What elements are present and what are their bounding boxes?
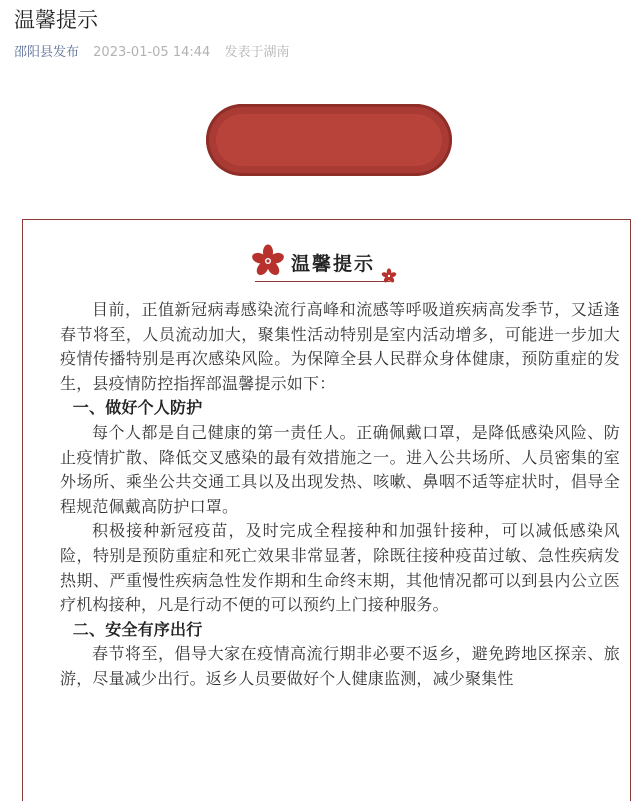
plum-flower-icon <box>251 244 285 278</box>
banner-pill-inner <box>216 114 442 166</box>
publish-date: 2023-01-05 14:44 <box>93 45 211 60</box>
article-title: 温馨提示 <box>14 8 98 32</box>
publish-location: 发表于湖南 <box>224 45 290 60</box>
article-meta <box>14 44 289 62</box>
section-title: 一、做好个人防护 <box>72 398 203 418</box>
intro-paragraph: 目前，正值新冠病毒感染流行高峰和流感等呼吸道疾病高发季节，又适逢春节将至，人员流动加大，聚集性活动特别是室内活动增多，可能进一步加大疫情传播特别是再次感染风险。为保障全县人民群众身体健康，预防重症的发生，县疫情防控指挥部温馨提示如下： <box>60 300 620 393</box>
author-link[interactable]: 邵阳县发布 <box>14 45 80 60</box>
section-paragraph: 每个人都是自己健康的第一责任人。正确佩戴口罩，是降低感染风险、防止疫情扩散、降低交叉感染的最有效措施之一。进入公共场所、人员密集的室外场所、乘坐公共交通工具以及出现发热、咳嗽、鼻咽不适等症状时，倡导全程规范佩戴高防护口罩。 <box>60 422 620 516</box>
small-plum-flower-icon <box>381 268 397 284</box>
heading-underline <box>255 281 390 282</box>
section-paragraph: 积极接种新冠疫苗，及时完成全程接种和加强针接种，可以减低感染风险，特别是预防重症和死亡效果非常显著，除既往接种疫苗过敏、急性疾病发热期、严重慢性疾病急性发作期和生命终末期，其他情况都可以到县内公立医疗机构接种，凡是行动不便的可以预约上门接种服务。 <box>60 521 620 615</box>
banner-pill <box>206 104 452 176</box>
section-paragraph: 春节将至，倡导大家在疫情高流行期非必要不返乡，避免跨地区探亲、旅游，尽量减少出行。返乡人员要做好个人健康监测，减少聚集性 <box>60 644 620 688</box>
notice-body <box>60 298 620 692</box>
notice-heading <box>23 244 630 292</box>
notice-heading-text: 温馨提示 <box>291 253 376 275</box>
section-title: 二、安全有序出行 <box>72 619 203 639</box>
notice-box <box>22 219 631 801</box>
